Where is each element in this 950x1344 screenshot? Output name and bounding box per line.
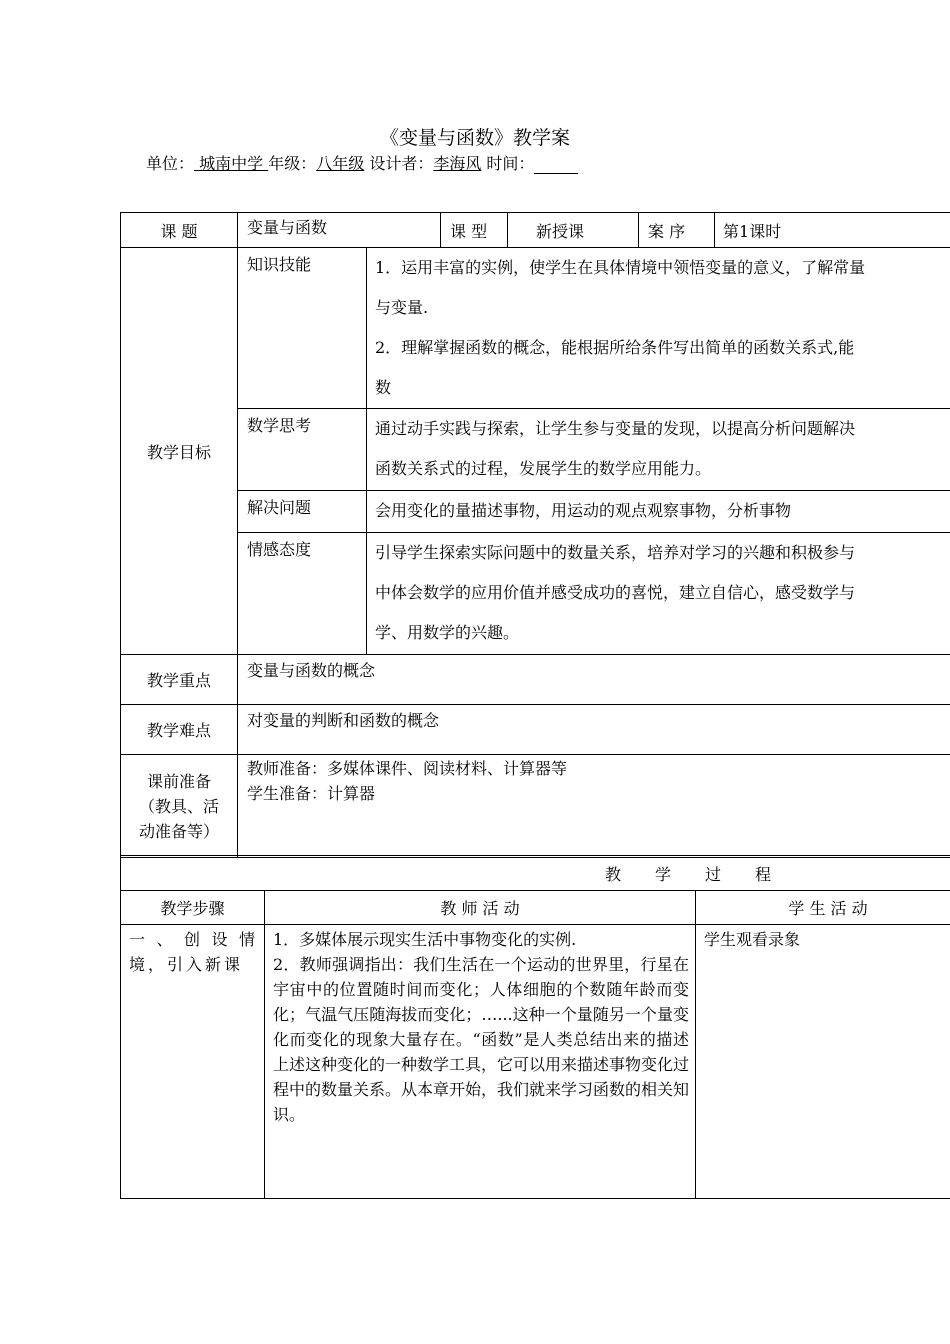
- grade-value: 八年级: [316, 154, 365, 173]
- focus-label: 教学重点: [121, 655, 238, 705]
- goal-text: [367, 533, 950, 655]
- page-title: 《变量与函数》教学案: [379, 127, 570, 149]
- process-heading-char: 教: [605, 864, 622, 884]
- process-heading-row: [121, 856, 950, 891]
- grade-label: 年级：: [268, 154, 317, 173]
- goal-name: 解决问题: [238, 491, 367, 533]
- goal-text: [367, 248, 950, 409]
- prep-label-line: 动准备等）: [138, 821, 219, 841]
- goal-name: 情感态度: [238, 533, 367, 655]
- time-blank: [534, 157, 578, 174]
- focus-text: 变量与函数的概念: [238, 655, 950, 705]
- goal-line: 函数关系式的过程，发展学生的数学应用能力。: [375, 459, 712, 478]
- goal-name: 数学思考: [238, 409, 367, 491]
- teacher-paragraph: 1．多媒体展示现实生活中事物变化的实例.: [273, 930, 577, 949]
- goals-label: 教学目标: [121, 248, 238, 655]
- designer-label: 设计者：: [364, 154, 434, 173]
- designer-value: 李海风: [433, 154, 482, 173]
- goal-line: 中体会数学的应用价值并感受成功的喜悦，建立自信心，感受数学与: [375, 583, 856, 602]
- goal-line: 会用变化的量描述事物，用运动的观点观察事物，分析事物: [375, 501, 792, 520]
- goal-text: [367, 409, 950, 491]
- goal-row-attitude: [121, 533, 950, 655]
- col-step-header: 教学步骤: [121, 891, 265, 925]
- prep-text: [238, 755, 950, 858]
- process-heading-char: 过: [705, 864, 722, 884]
- prep-line: 学生准备：计算器: [247, 784, 376, 803]
- goal-line: 引导学生探索实际问题中的数量关系，培养对学习的兴趣和积极参与: [375, 543, 856, 562]
- process-heading-char: 学: [655, 864, 672, 884]
- goal-line: 1．运用丰富的实例，使学生在具体情境中领悟变量的意义，了解常量: [375, 258, 866, 277]
- student-activity: 学生观看录象: [696, 925, 950, 1199]
- goal-row-knowledge: [121, 248, 950, 409]
- goal-line: 与变量.: [375, 298, 429, 317]
- focus-row: [121, 655, 950, 705]
- topic-label: 课 题: [121, 213, 238, 248]
- time-label: 时间：: [481, 154, 535, 173]
- type-label: 课 型: [441, 213, 508, 248]
- order-value: 第1课时: [715, 213, 950, 248]
- goal-line: 数: [375, 378, 392, 397]
- topic-value: 变量与函数: [238, 213, 441, 248]
- process-column-header-row: [121, 891, 950, 925]
- goal-line: 学、用数学的兴趣。: [375, 623, 520, 642]
- goal-text: [367, 491, 950, 533]
- goal-line: 2．理解掌握函数的概念，能根据所给条件写出简单的函数关系式,能: [375, 338, 855, 357]
- process-row: [121, 925, 950, 1199]
- type-value: 新授课: [508, 213, 639, 248]
- prep-label-line: （教具、活: [138, 796, 219, 816]
- teacher-activity: [265, 925, 696, 1199]
- process-heading-char: 程: [755, 864, 772, 884]
- goal-name: 知识技能: [238, 248, 367, 409]
- prep-line: 教师准备：多媒体课件、阅读材料、计算器等: [247, 759, 568, 778]
- col-teacher-header: 教 师 活 动: [265, 891, 696, 925]
- order-label: 案 序: [639, 213, 715, 248]
- goal-row-problem: [121, 491, 950, 533]
- topic-row: [121, 213, 950, 248]
- lesson-info-table: [120, 212, 950, 858]
- prep-label-line: 课前准备: [146, 771, 211, 791]
- process-heading: [121, 856, 950, 891]
- goal-line: 通过动手实践与探索，让学生参与变量的发现，以提高分析问题解决: [375, 419, 856, 438]
- difficulty-label: 教学难点: [121, 705, 238, 755]
- difficulty-text: 对变量的判断和函数的概念: [238, 705, 950, 755]
- goal-row-thinking: [121, 409, 950, 491]
- difficulty-row: [121, 705, 950, 755]
- teacher-paragraph: 2．教师强调指出：我们生活在一个运动的世界里，行星在宇宙中的位置随时间而变化；人体细胞的个数随年龄而变化；气温气压随海拔而变化；…...这种一个量随另一个量变化而变化的现象大量存在。“函数”是人类总结出来的描述上述这种变化的一种数学工具，它可以用来描述事物变化过程中的数量关系。从本章开始，我们就来学习函数的相关知识。: [273, 955, 690, 1124]
- unit-label: 单位：: [146, 154, 195, 173]
- col-student-header: 学 生 活 动: [696, 891, 950, 925]
- step-text: 一、创设情境，引入新课: [121, 925, 265, 1199]
- unit-value: 城南中学: [194, 154, 269, 173]
- header-meta: [146, 151, 578, 174]
- prep-label: [121, 755, 238, 858]
- prep-row: [121, 755, 950, 858]
- process-table: [120, 855, 950, 1199]
